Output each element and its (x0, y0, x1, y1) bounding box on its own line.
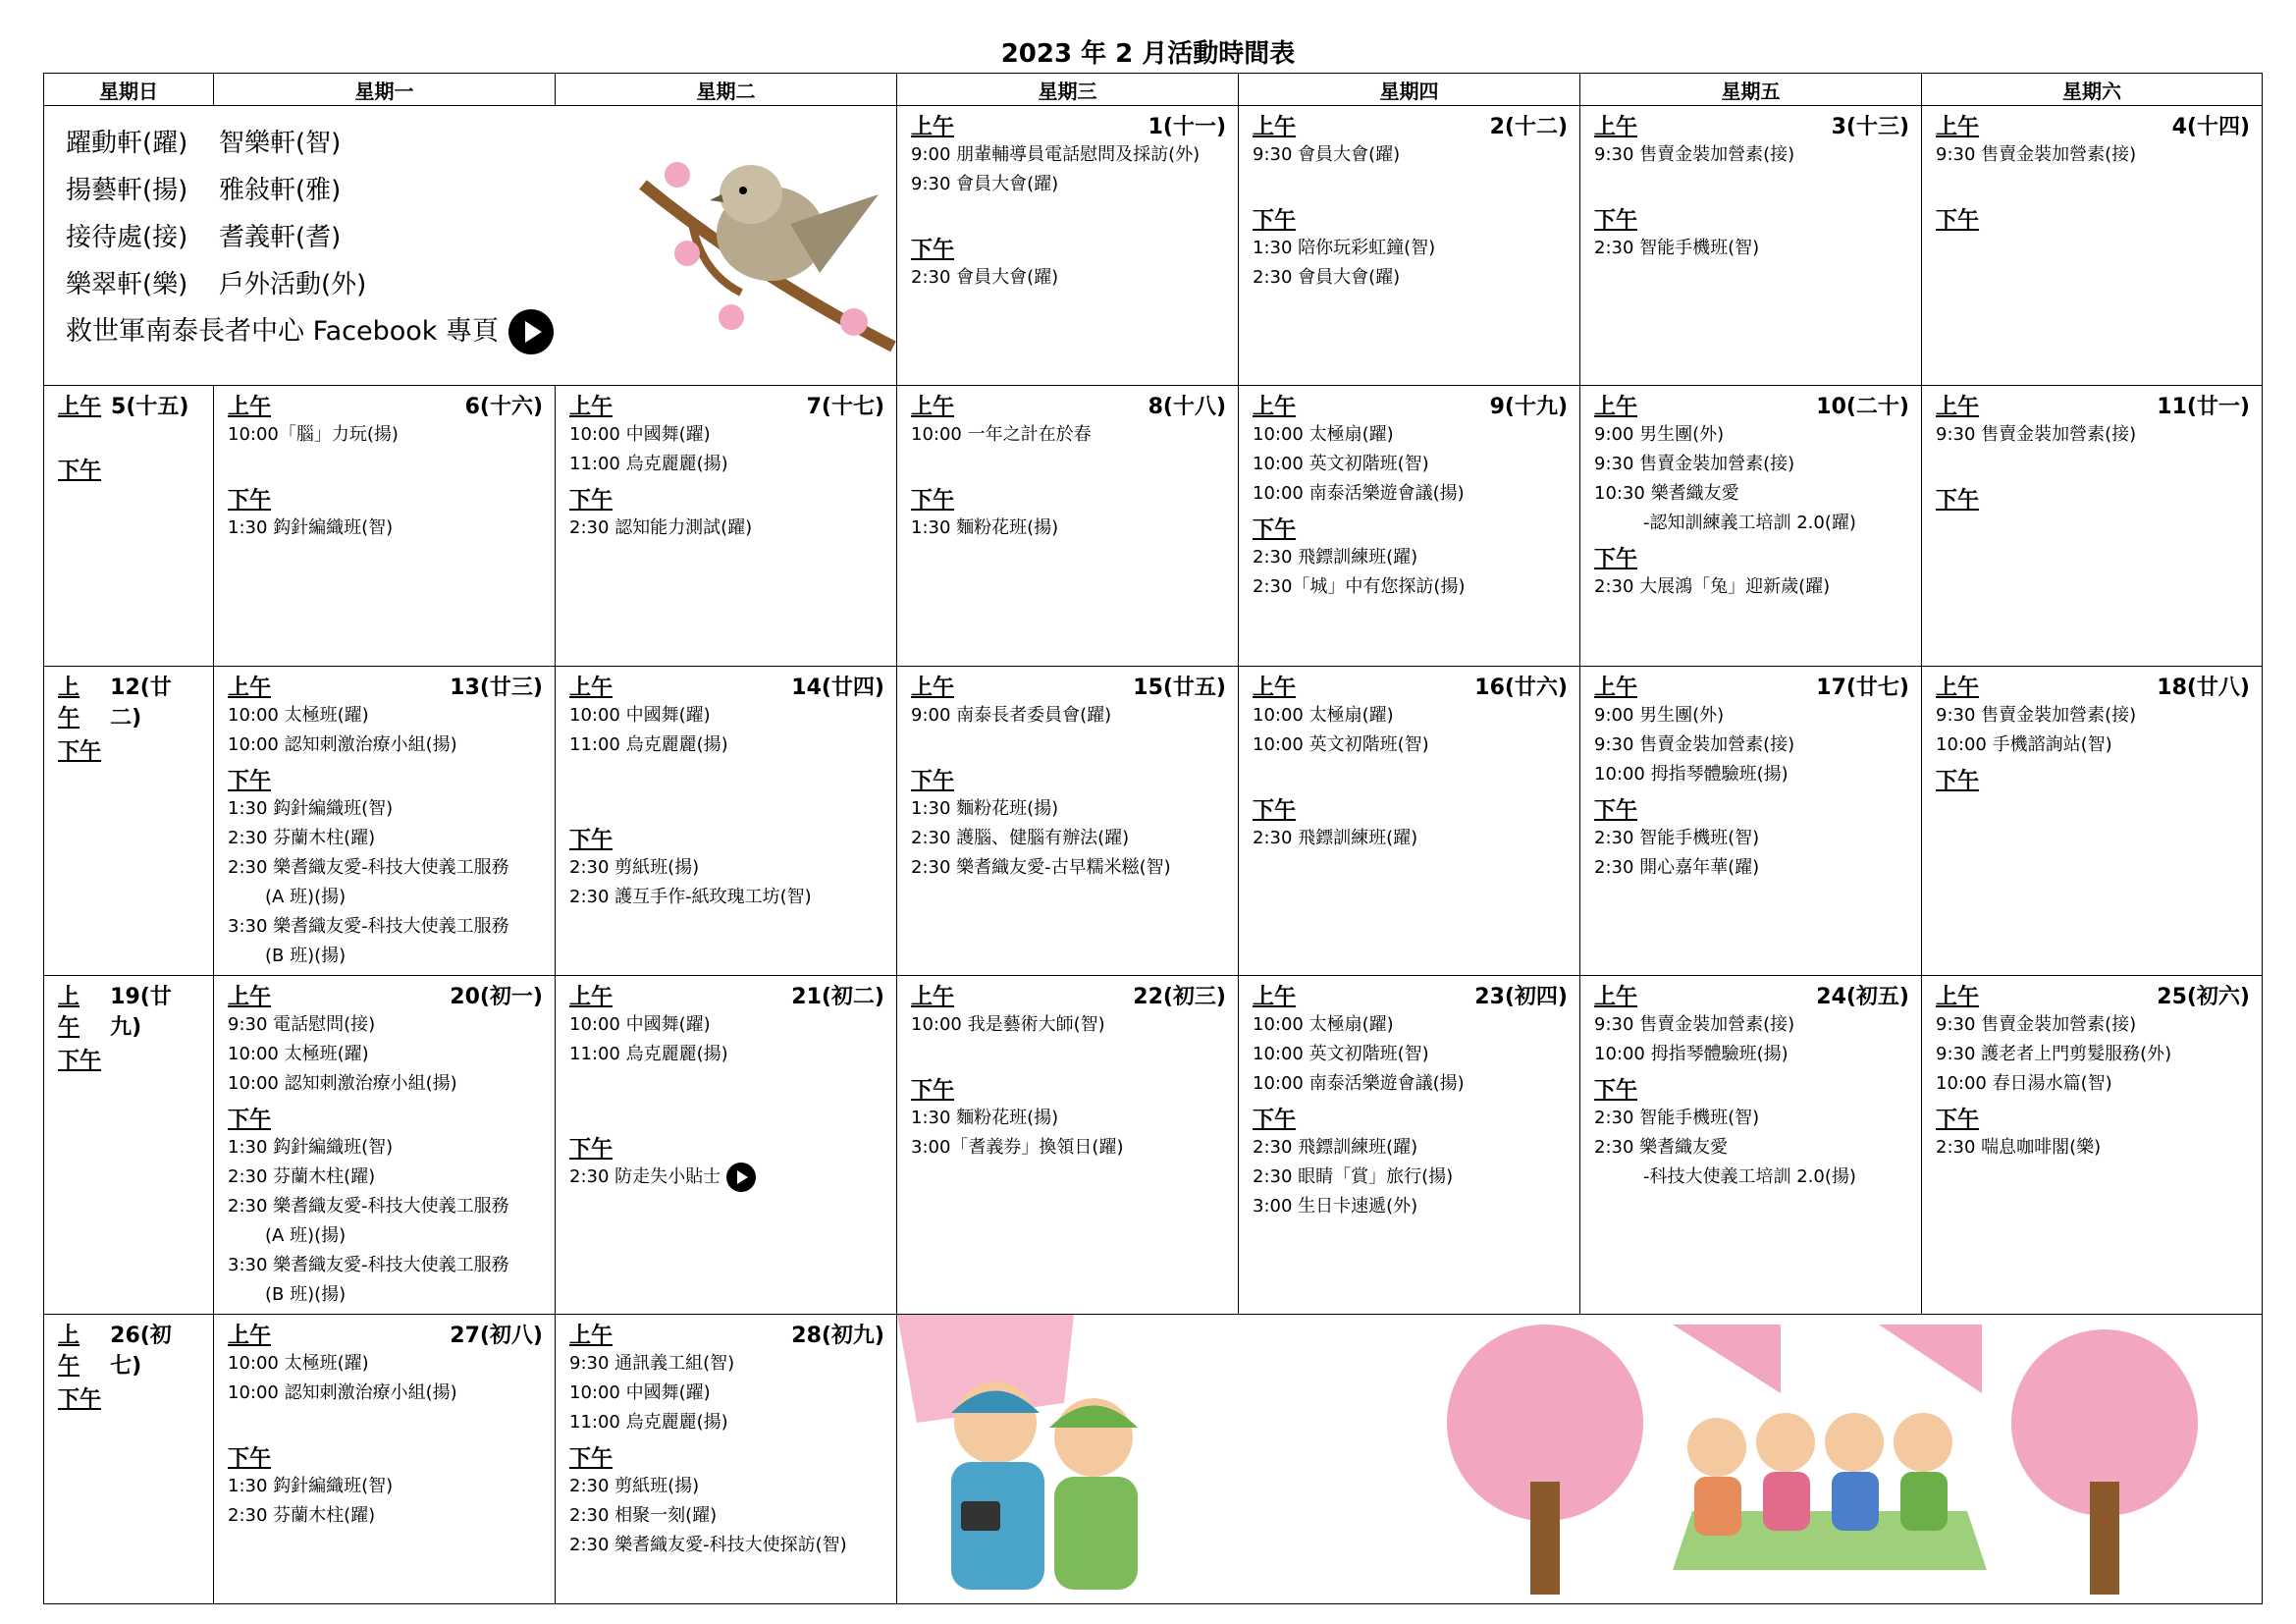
blossom-corner (1673, 1325, 1781, 1393)
am-label: 上午 (911, 115, 955, 139)
elder-woman-jacket (1054, 1477, 1138, 1590)
pm-label: 下午 (228, 1446, 272, 1471)
day-cell (1922, 106, 2263, 386)
legend-item: 耆義軒(耆) (219, 223, 342, 252)
event-item: 2:30 飛鏢訓練班(躍) (1253, 547, 1418, 568)
am-label: 上午 (58, 985, 80, 1040)
event-item: 1:30 鈎針編織班(智) (228, 517, 394, 538)
event-item: 10:00 英文初階班(智) (1253, 1044, 1429, 1064)
event-item: 3:30 樂耆織友愛-科技大使義工服務 (228, 1255, 509, 1275)
day-cell (44, 976, 214, 1315)
event-item: 2:30 剪紙班(揚) (569, 857, 700, 878)
pm-label: 下午 (569, 488, 614, 513)
illustration-cell (897, 1315, 2263, 1604)
day-cell (1922, 976, 2263, 1315)
am-label: 上午 (1936, 395, 1980, 419)
am-label: 上午 (911, 395, 955, 419)
am-label: 上午 (569, 985, 614, 1009)
legend-cell (44, 106, 897, 386)
event-item: 2:30「城」中有您探訪(揚) (1253, 576, 1466, 597)
am-label: 上午 (228, 985, 272, 1009)
week-row (44, 386, 2263, 667)
event-item: 9:00 朋輩輔導員電話慰問及採訪(外) (911, 144, 1201, 165)
event-item: 2:30 智能手機班(智) (1594, 1108, 1760, 1128)
day-cell (44, 667, 214, 976)
am-label: 上午 (1253, 115, 1297, 139)
event-item: 10:00 中國舞(躍) (569, 1014, 711, 1035)
day-cell (897, 667, 1239, 976)
event-item: 10:00 南泰活樂遊會議(揚) (1253, 483, 1465, 504)
am-label: 上午 (911, 985, 955, 1009)
event-item: 2:30 芬蘭木柱(躍) (228, 828, 376, 848)
day-date: 16(廿六) (1474, 676, 1568, 700)
pm-label: 下午 (569, 1446, 614, 1471)
day-cell (214, 667, 556, 976)
legend-item: 戶外活動(外) (219, 270, 367, 299)
day-date: 19(廿九) (110, 985, 172, 1040)
am-label: 上午 (228, 1324, 272, 1348)
event-item: 9:30 售賣金裝加營素(接) (1936, 1014, 2137, 1035)
event-item: 10:00 太極班(躍) (228, 1353, 369, 1374)
facebook-link[interactable] (66, 308, 554, 355)
camera-icon (961, 1501, 1000, 1531)
day-cell (1580, 667, 1922, 976)
day-cell (897, 386, 1239, 667)
day-date: 7(十七) (806, 395, 884, 419)
week-row (44, 1315, 2263, 1604)
day-date: 26(初七) (110, 1324, 172, 1379)
legend-item: 躍動軒(躍) (66, 129, 188, 158)
person-body (1694, 1477, 1741, 1536)
event-item: 11:00 烏克麗麗(揚) (569, 734, 728, 755)
calendar-table (43, 73, 2263, 1604)
event-item: 2:30 飛鏢訓練班(躍) (1253, 1137, 1418, 1158)
day-cell (897, 976, 1239, 1315)
day-cell (556, 667, 897, 976)
facebook-label: 救世軍南泰長者中心 Facebook 專頁 (66, 316, 500, 347)
day-cell (1239, 667, 1580, 976)
blossom (665, 162, 690, 188)
legend-item: 雅敍軒(雅) (219, 176, 342, 205)
blossom-corner (1879, 1325, 1982, 1393)
day-date: 2(十二) (1489, 115, 1568, 139)
legend-item: 揚藝軒(揚) (66, 176, 188, 205)
day-date: 14(廿四) (791, 676, 884, 700)
event-item: 10:00 中國舞(躍) (569, 424, 711, 445)
day-date: 20(初一) (450, 985, 543, 1009)
pm-label: 下午 (1253, 517, 1297, 542)
event-item: 2:30 智能手機班(智) (1594, 828, 1760, 848)
day-cell (214, 976, 556, 1315)
pm-label: 下午 (911, 769, 955, 793)
person-face (1687, 1418, 1746, 1477)
am-label: 上午 (58, 1324, 80, 1379)
event-item: 2:30 樂耆織友愛 (1594, 1137, 1729, 1158)
am-label: 上午 (1594, 676, 1638, 700)
day-cell (214, 386, 556, 667)
event-item: 9:30 電話慰問(接) (228, 1014, 376, 1035)
event-text: 2:30 防走失小貼士 (569, 1166, 721, 1187)
event-item: 2:30 認知能力測試(躍) (569, 517, 753, 538)
event-item: 9:30 通訊義工組(智) (569, 1353, 735, 1374)
person-face (1894, 1413, 1952, 1472)
event-item: 10:00 拇指琴體驗班(揚) (1594, 1044, 1789, 1064)
am-label: 上午 (1253, 395, 1297, 419)
am-label: 上午 (1936, 985, 1980, 1009)
event-item: 9:30 售賣金裝加營素(接) (1594, 454, 1795, 474)
event-item: 10:00「腦」力玩(揚) (228, 424, 399, 445)
day-date: 24(初五) (1816, 985, 1909, 1009)
pm-label: 下午 (911, 488, 955, 513)
day-cell (1922, 667, 2263, 976)
person-body (1763, 1472, 1810, 1531)
event-item: 9:30 售賣金裝加營素(接) (1936, 424, 2137, 445)
pm-label: 下午 (1594, 1078, 1638, 1103)
day-date: 22(初三) (1133, 985, 1226, 1009)
bird-beak (710, 194, 723, 202)
pm-label: 下午 (1936, 1108, 1980, 1132)
week-row (44, 976, 2263, 1315)
day-cell (1922, 386, 2263, 667)
pm-label: 下午 (1253, 208, 1297, 233)
pm-label: 下午 (58, 739, 102, 764)
event-item: 10:00 一年之計在於春 (911, 424, 1092, 445)
day-date: 17(廿七) (1816, 676, 1909, 700)
am-label: 上午 (58, 395, 102, 419)
event-item: 3:30 樂耆織友愛-科技大使義工服務 (228, 916, 509, 937)
event-item: 10:30 樂耆織友愛 (1594, 483, 1739, 504)
pm-label: 下午 (1936, 488, 1980, 513)
event-item: (B 班)(揚) (265, 946, 347, 966)
legend-item: 接待處(接) (66, 223, 188, 252)
event-item: 2:30 開心嘉年華(躍) (1594, 857, 1760, 878)
event-item: 3:00「耆義券」換領日(躍) (911, 1137, 1124, 1158)
day-date: 10(二十) (1816, 395, 1909, 419)
event-item: 2:30 樂耆織友愛-科技大使義工服務 (228, 857, 509, 878)
spring-picnic-illustration (897, 1315, 2262, 1599)
pm-label: 下午 (1936, 769, 1980, 793)
pm-label: 下午 (1594, 547, 1638, 571)
pm-label: 下午 (1594, 798, 1638, 823)
day-date: 9(十九) (1489, 395, 1568, 419)
day-cell (1239, 106, 1580, 386)
pm-label: 下午 (911, 238, 955, 262)
event-item: 10:00 太極扇(躍) (1253, 1014, 1394, 1035)
event-item: 9:30 售賣金裝加營素(接) (1594, 144, 1795, 165)
am-label: 上午 (1594, 115, 1638, 139)
event-item: 2:30 樂耆織友愛-科技大使探訪(智) (569, 1535, 847, 1555)
blossom (840, 308, 868, 336)
event-item: 2:30 智能手機班(智) (1594, 238, 1760, 258)
pm-label: 下午 (569, 828, 614, 852)
blossom (674, 241, 700, 266)
pm-label: 下午 (1594, 208, 1638, 233)
am-label: 上午 (569, 676, 614, 700)
day-date: 11(廿一) (2157, 395, 2250, 419)
event-item: 9:30 售賣金裝加營素(接) (1936, 705, 2137, 726)
pm-label: 下午 (228, 488, 272, 513)
event-item: 3:00 生日卡速遞(外) (1253, 1196, 1418, 1217)
event-item: 2:30 芬蘭木柱(躍) (228, 1166, 376, 1187)
event-item: 10:00 南泰活樂遊會議(揚) (1253, 1073, 1465, 1094)
day-date: 15(廿五) (1133, 676, 1226, 700)
day-cell (1580, 106, 1922, 386)
pm-label: 下午 (58, 1387, 102, 1412)
event-item: 1:30 麵粉花班(揚) (911, 798, 1059, 819)
event-item: -認知訓練義工培訓 2.0(躍) (1643, 513, 1856, 533)
event-item: -科技大使義工培訓 2.0(揚) (1643, 1166, 1856, 1187)
event-item: 1:30 鈎針編織班(智) (228, 798, 394, 819)
day-date: 25(初六) (2157, 985, 2250, 1009)
event-item: (B 班)(揚) (265, 1284, 347, 1305)
day-date: 4(十四) (2171, 115, 2250, 139)
event-item: 2:30 會員大會(躍) (911, 267, 1059, 288)
day-date: 6(十六) (464, 395, 543, 419)
person-body (1900, 1472, 1948, 1531)
weekday-sun: 星期日 (44, 74, 214, 106)
weekday-thu: 星期四 (1239, 74, 1580, 106)
event-item: 2:30 眼睛「賞」旅行(揚) (1253, 1166, 1454, 1187)
am-label: 上午 (1253, 985, 1297, 1009)
day-date: 27(初八) (450, 1324, 543, 1348)
event-item: 2:30 喘息咖啡閣(樂) (1936, 1137, 2102, 1158)
event-item: 1:30 陪你玩彩虹鐘(智) (1253, 238, 1436, 258)
pm-label: 下午 (228, 769, 272, 793)
event-item: 2:30 芬蘭木柱(躍) (228, 1505, 376, 1526)
event-item: 10:00 英文初階班(智) (1253, 454, 1429, 474)
page-title: 2023 年 2 月活動時間表 (1000, 39, 1296, 69)
pm-label: 下午 (228, 1108, 272, 1132)
event-item: 9:30 售賣金裝加營素(接) (1936, 144, 2137, 165)
event-item: 9:00 男生團(外) (1594, 424, 1725, 445)
am-label: 上午 (1936, 115, 1980, 139)
event-item: 1:30 麵粉花班(揚) (911, 1108, 1059, 1128)
day-cell (556, 1315, 897, 1604)
day-cell (1580, 386, 1922, 667)
pm-label: 下午 (1936, 208, 1980, 233)
event-item: 1:30 鈎針編織班(智) (228, 1476, 394, 1496)
event-item: 10:00 太極扇(躍) (1253, 705, 1394, 726)
pm-label: 下午 (911, 1078, 955, 1103)
cherry-tree-trunk (2090, 1482, 2119, 1595)
event-item: 11:00 烏克麗麗(揚) (569, 454, 728, 474)
day-date: 5(十五) (111, 395, 189, 419)
event-item: 10:00 我是藝術大師(智) (911, 1014, 1105, 1035)
day-date: 8(十八) (1148, 395, 1226, 419)
am-label: 上午 (1594, 395, 1638, 419)
am-label: 上午 (1594, 985, 1638, 1009)
day-cell (556, 386, 897, 667)
play-icon[interactable] (508, 309, 554, 354)
bird-eye (739, 187, 747, 194)
venue-legend (66, 120, 554, 355)
day-cell (1239, 976, 1580, 1315)
event-item: 1:30 麵粉花班(揚) (911, 517, 1059, 538)
pm-label: 下午 (1253, 1108, 1297, 1132)
day-cell (44, 386, 214, 667)
day-date: 3(十三) (1831, 115, 1909, 139)
event-item: 9:30 護老者上門剪髮服務(外) (1936, 1044, 2172, 1064)
event-item: 10:00 手機諮詢站(智) (1936, 734, 2112, 755)
event-item: 2:30 樂耆織友愛-古早糯米糍(智) (911, 857, 1171, 878)
event-item: 11:00 烏克麗麗(揚) (569, 1044, 728, 1064)
person-face (1756, 1413, 1815, 1472)
event-item: (A 班)(揚) (265, 887, 347, 907)
event-item: 10:00 認知刺激治療小組(揚) (228, 1382, 457, 1403)
am-label: 上午 (569, 1324, 614, 1348)
pm-label: 下午 (569, 1137, 614, 1162)
bird-head (720, 165, 782, 224)
event-item: 2:30 樂耆織友愛-科技大使義工服務 (228, 1196, 509, 1217)
event-item: 9:30 會員大會(躍) (1253, 144, 1401, 165)
elder-woman-hat (1049, 1406, 1138, 1429)
weekday-tue: 星期二 (556, 74, 897, 106)
blossom (719, 304, 744, 330)
person-face (1825, 1413, 1884, 1472)
event-item: 2:30 會員大會(躍) (1253, 267, 1401, 288)
weekday-fri: 星期五 (1580, 74, 1922, 106)
am-label: 上午 (1936, 676, 1980, 700)
event-item: 9:30 售賣金裝加營素(接) (1594, 1014, 1795, 1035)
day-cell (1239, 386, 1580, 667)
event-item: 10:00 太極班(躍) (228, 705, 369, 726)
weekday-mon: 星期一 (214, 74, 556, 106)
pm-label: 下午 (1253, 798, 1297, 823)
cherry-tree-trunk (1530, 1482, 1560, 1595)
am-label: 上午 (1253, 676, 1297, 700)
event-item: 10:00 英文初階班(智) (1253, 734, 1429, 755)
day-date: 23(初四) (1474, 985, 1568, 1009)
event-item: 10:00 拇指琴體驗班(揚) (1594, 764, 1789, 785)
day-cell (214, 1315, 556, 1604)
event-item: 2:30 護互手作-紙玫瑰工坊(智) (569, 887, 812, 907)
day-cell (44, 1315, 214, 1604)
pm-label: 下午 (58, 459, 102, 483)
event-item: 2:30 相聚一刻(躍) (569, 1505, 718, 1526)
week-row (44, 106, 2263, 386)
event-item: 2:30 剪紙班(揚) (569, 1476, 700, 1496)
week-row (44, 667, 2263, 976)
event-item: 10:00 中國舞(躍) (569, 1382, 711, 1403)
day-date: 12(廿二) (110, 676, 172, 731)
play-icon[interactable] (726, 1163, 756, 1192)
day-cell (897, 106, 1239, 386)
event-item: 10:00 太極扇(躍) (1253, 424, 1394, 445)
day-cell (1580, 976, 1922, 1315)
event-item: 1:30 鈎針編織班(智) (228, 1137, 394, 1158)
am-label: 上午 (58, 676, 80, 731)
day-date: 21(初二) (791, 985, 884, 1009)
event-item: 2:30 護腦、健腦有辦法(躍) (911, 828, 1130, 848)
event-item: 9:00 南泰長者委員會(躍) (911, 705, 1112, 726)
weekday-wed: 星期三 (897, 74, 1239, 106)
weekday-sat: 星期六 (1922, 74, 2263, 106)
am-label: 上午 (228, 676, 272, 700)
event-item: 10:00 中國舞(躍) (569, 705, 711, 726)
bird-on-branch-illustration (633, 126, 898, 352)
event-item: (A 班)(揚) (265, 1225, 347, 1246)
event-item: 10:00 認知刺激治療小組(揚) (228, 1073, 457, 1094)
event-item: 2:30 大展鴻「兔」迎新歲(躍) (1594, 576, 1831, 597)
day-cell (556, 976, 897, 1315)
event-item-with-link[interactable] (569, 1163, 884, 1192)
event-item: 10:00 太極班(躍) (228, 1044, 369, 1064)
day-date: 13(廿三) (450, 676, 543, 700)
legend-item: 樂翠軒(樂) (66, 270, 188, 299)
weekday-header-row (44, 74, 2263, 106)
event-item: 2:30 飛鏢訓練班(躍) (1253, 828, 1418, 848)
legend-item: 智樂軒(智) (219, 129, 342, 158)
day-date: 1(十一) (1148, 115, 1226, 139)
event-item: 11:00 烏克麗麗(揚) (569, 1412, 728, 1433)
am-label: 上午 (911, 676, 955, 700)
event-item: 9:30 會員大會(躍) (911, 174, 1059, 194)
person-body (1832, 1472, 1879, 1531)
pm-label: 下午 (58, 1049, 102, 1073)
event-item: 9:00 男生團(外) (1594, 705, 1725, 726)
day-date: 28(初九) (791, 1324, 884, 1348)
day-date: 18(廿八) (2157, 676, 2250, 700)
am-label: 上午 (569, 395, 614, 419)
event-item: 10:00 春日湯水篇(智) (1936, 1073, 2112, 1094)
am-label: 上午 (228, 395, 272, 419)
event-item: 9:30 售賣金裝加營素(接) (1594, 734, 1795, 755)
event-item: 10:00 認知刺激治療小組(揚) (228, 734, 457, 755)
